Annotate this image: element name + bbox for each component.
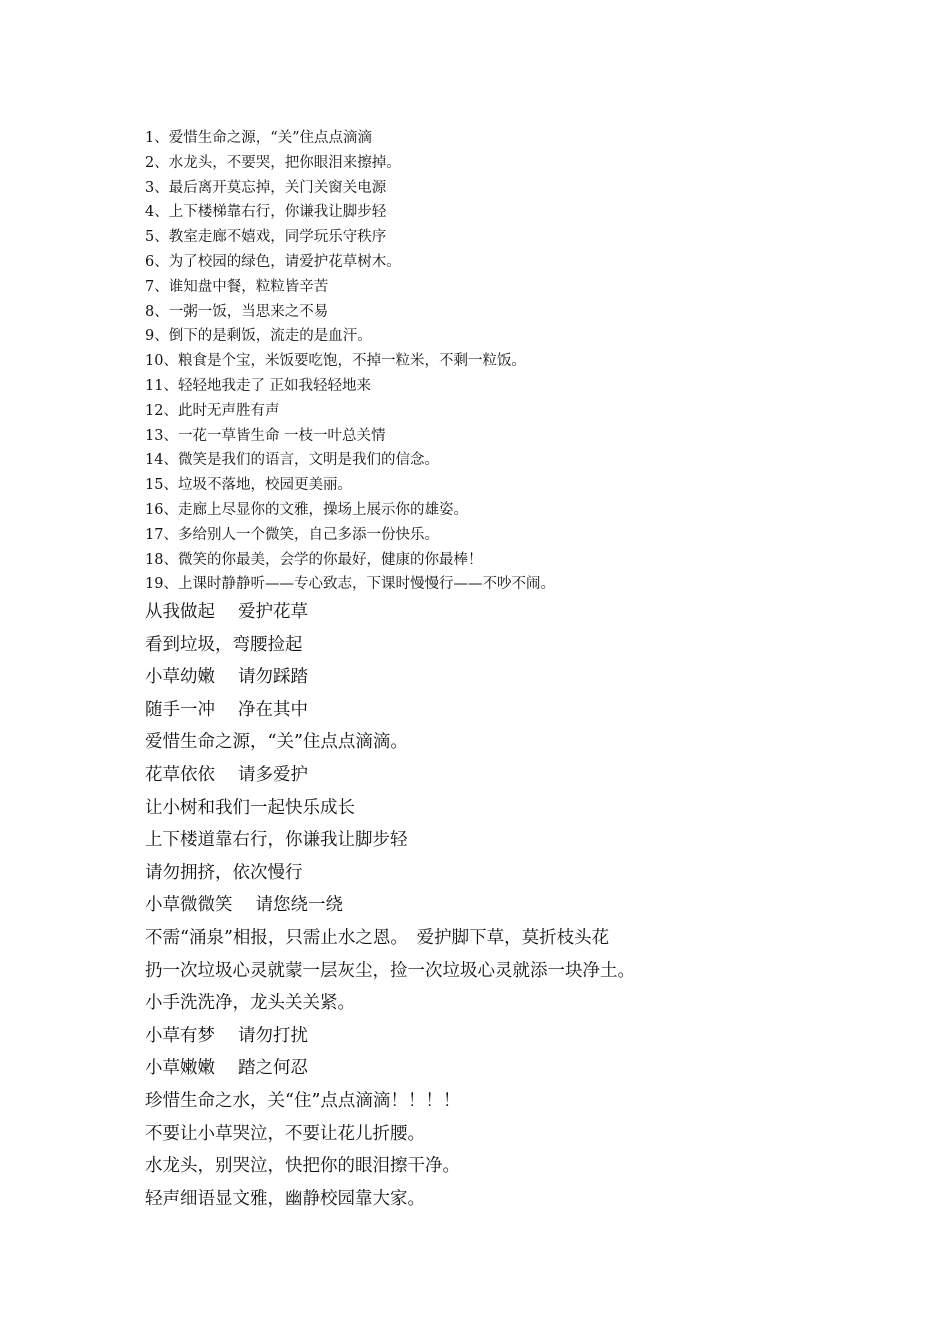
numbered-slogan: 5、教室走廊不嬉戏，同学玩乐守秩序: [145, 229, 387, 246]
plain-slogan: 水龙头，别哭泣，快把你的眼泪擦干净。: [145, 1156, 460, 1177]
plain-slogan: 轻声细语显文雅，幽静校园靠大家。: [145, 1188, 425, 1209]
plain-slogan: 爱惜生命之源，“关”住点点滴滴。: [145, 732, 408, 753]
numbered-slogan-list: [145, 126, 905, 597]
numbered-slogan: 18、微笑的你最美，会学的你最好，健康的你最棒！: [145, 551, 483, 568]
plain-slogan: 小手洗洗净，龙头关关紧。: [145, 993, 355, 1014]
numbered-slogan: 10、粮食是个宝，米饭要吃饱，不掉一粒米，不剩一粒饭。: [145, 353, 526, 370]
plain-slogan: 上下楼道靠右行，你谦我让脚步轻: [145, 830, 408, 851]
plain-slogan: 小草幼嫩 请勿踩踏: [145, 667, 309, 688]
plain-slogan: 随手一冲 净在其中: [145, 699, 309, 720]
plain-slogan: 小草有梦 请勿打扰: [145, 1025, 309, 1046]
numbered-slogan: 12、此时无声胜有声: [145, 402, 280, 419]
numbered-slogan: 7、谁知盘中餐，粒粒皆辛苦: [145, 278, 329, 295]
numbered-slogan: 19、上课时静静听——专心致志，下课时慢慢行——不吵不闹。: [145, 576, 555, 593]
numbered-slogan: 2、水龙头，不要哭，把你眼泪来擦掉。: [145, 154, 401, 171]
plain-slogan: 小草嫩嫩 踏之何忍: [145, 1058, 309, 1079]
plain-slogan: 从我做起 爱护花草: [145, 602, 309, 622]
numbered-slogan: 8、一粥一饭，当思来之不易: [145, 303, 329, 320]
plain-slogan: 不要让小草哭泣，不要让花儿折腰。: [145, 1123, 425, 1144]
plain-slogan: 不需“涌泉”相报，只需止水之恩。 爱护脚下草，莫折枝头花: [145, 927, 610, 948]
numbered-slogan: 14、微笑是我们的语言，文明是我们的信念。: [145, 452, 439, 469]
numbered-slogan: 15、垃圾不落地，校园更美丽。: [145, 477, 352, 494]
numbered-slogan: 17、多给别人一个微笑，自己多添一份快乐。: [145, 526, 439, 543]
numbered-slogan: 4、上下楼梯靠右行，你谦我让脚步轻: [145, 204, 387, 221]
numbered-slogan: 6、为了校园的绿色，请爱护花草树木。: [145, 253, 401, 270]
plain-slogan: 让小树和我们一起快乐成长: [145, 797, 355, 818]
plain-slogan-list: [145, 596, 905, 1215]
plain-slogan: 珍惜生命之水，关“住”点点滴滴！！！！: [145, 1090, 461, 1111]
numbered-slogan: 13、一花一草皆生命 一枝一叶总关情: [145, 427, 386, 444]
plain-slogan: 花草依依 请多爱护: [145, 764, 309, 785]
numbered-slogan: 3、最后离开莫忘掉，关门关窗关电源: [145, 179, 387, 196]
numbered-slogan: 11、轻轻地我走了 正如我轻轻地来: [145, 377, 372, 394]
numbered-slogan: 1、爱惜生命之源，“关”住点点滴滴: [145, 130, 373, 146]
plain-slogan: 看到垃圾，弯腰捡起: [145, 634, 303, 655]
plain-slogan: 请勿拥挤，依次慢行: [145, 862, 303, 883]
numbered-slogan: 9、倒下的是剩饭，流走的是血汗。: [145, 328, 372, 345]
plain-slogan: 小草微微笑 请您绕一绕: [145, 895, 344, 916]
plain-slogan: 扔一次垃圾心灵就蒙一层灰尘，捡一次垃圾心灵就添一块净土。: [145, 960, 635, 981]
numbered-slogan: 16、走廊上尽显你的文雅，操场上展示你的雄姿。: [145, 501, 468, 518]
